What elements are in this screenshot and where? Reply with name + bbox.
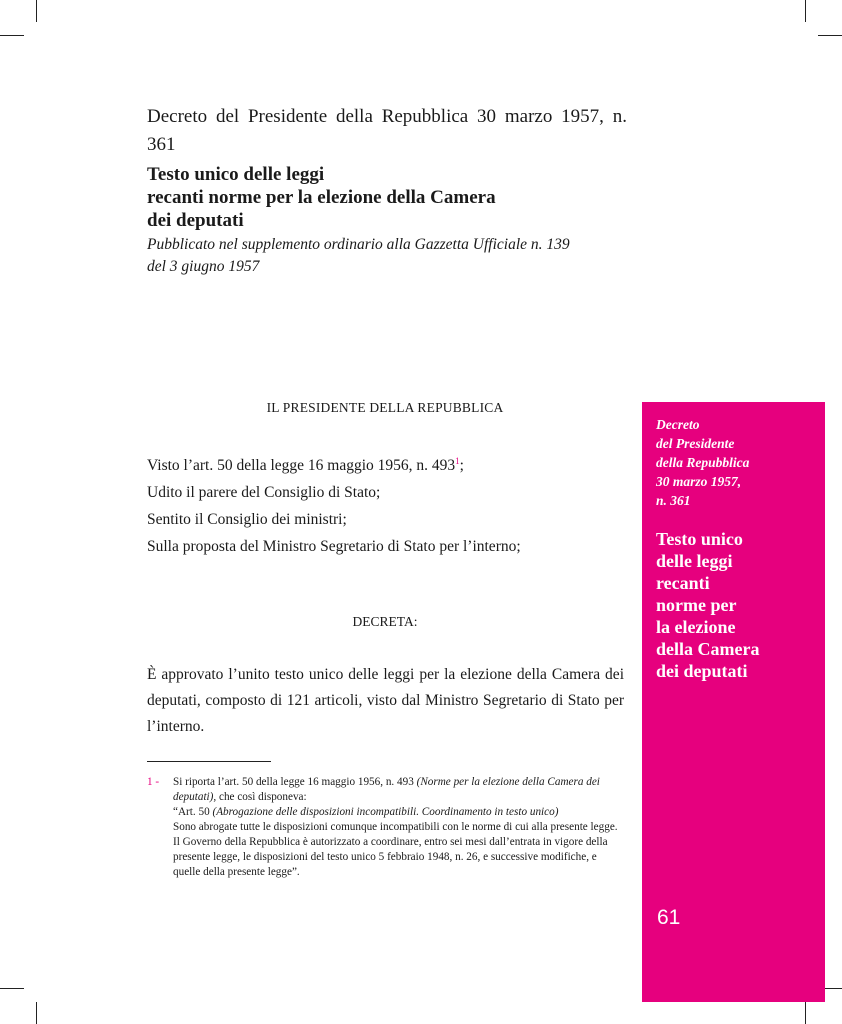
- crop-mark: [805, 0, 806, 22]
- decreta-heading: DECRETA:: [352, 614, 418, 629]
- crop-mark: [805, 1002, 806, 1024]
- crop-mark: [36, 1002, 37, 1024]
- footnote-number: 1 -: [147, 776, 160, 788]
- decree-reference: Decreto del Presidente della Repubblica 30 marzo 1957, n. 361: [147, 106, 627, 155]
- preamble-suffix: ;: [459, 457, 464, 474]
- preamble-item: [147, 452, 623, 479]
- page-number: 61: [657, 906, 681, 929]
- footnote-intro-line: [173, 775, 624, 805]
- sidebar-decree-reference: Decreto del Presidente della Repubblica 30 marzo 1957, n. 361: [656, 417, 750, 508]
- publication-note: Pubblicato nel supplemento ordinario alla Gazzetta Ufficiale n. 139 del 3 giugno 1957: [147, 236, 570, 275]
- preamble-text: Visto l’art. 50 della legge 16 maggio 1956, n. 493: [147, 457, 456, 474]
- preamble-item: Udito il parere del Consiglio di Stato;: [147, 484, 381, 501]
- document-header: [147, 103, 627, 278]
- footnote-article-title: (Abrogazione delle disposizioni incompatibili. Coordinamento in testo unico): [212, 806, 559, 818]
- document-title: Testo unico delle leggi recanti norme per la elezione della Camera dei deputati: [147, 164, 496, 231]
- crop-mark: [36, 0, 37, 22]
- footnote: [147, 775, 624, 880]
- footnote-reference[interactable]: 1: [455, 455, 460, 466]
- footnote-body: [173, 775, 624, 880]
- section-sidebar: [642, 402, 825, 1002]
- president-heading: IL PRESIDENTE DELLA REPUBBLICA: [266, 400, 504, 415]
- footnote-article-line: [173, 805, 624, 820]
- crop-mark: [818, 35, 842, 36]
- preamble-list: [147, 452, 623, 560]
- preamble-item: Sentito il Consiglio dei ministri;: [147, 511, 347, 528]
- sidebar-title: Testo unico delle leggi recanti norme per la elezione della Camera dei deputati: [656, 529, 760, 681]
- footnote-law-title: (Norme per la elezione della Camera dei deputati),: [173, 776, 600, 803]
- approval-paragraph: È approvato l’unito testo unico delle leggi per la elezione della Camera dei deputati, composto di 121 articoli, visto dal Ministro Segretario di Stato per l’interno.: [147, 666, 624, 735]
- preamble-item: Sulla proposta del Ministro Segretario di Stato per l’interno;: [147, 538, 521, 555]
- footnote-intro: Si riporta l’art. 50 della legge 16 maggio 1956, n. 493: [173, 776, 414, 788]
- footnote-paragraph: Sono abrogate tutte le disposizioni comunque incompatibili con le norme di cui alla presente legge.: [173, 821, 618, 833]
- crop-mark: [0, 988, 24, 989]
- footnote-intro-end: che così disponeva:: [219, 791, 307, 803]
- crop-mark: [0, 35, 24, 36]
- footnote-divider: [147, 761, 271, 762]
- footnote-paragraph: Il Governo della Repubblica è autorizzato a coordinare, entro sei mesi dall’entrata in vigore della presente legge, le disposizioni del testo unico 5 febbraio 1948, n. 26, e successive modifiche, e quelle della presente legge”.: [173, 836, 608, 878]
- footnote-article-label: “Art. 50: [173, 806, 210, 818]
